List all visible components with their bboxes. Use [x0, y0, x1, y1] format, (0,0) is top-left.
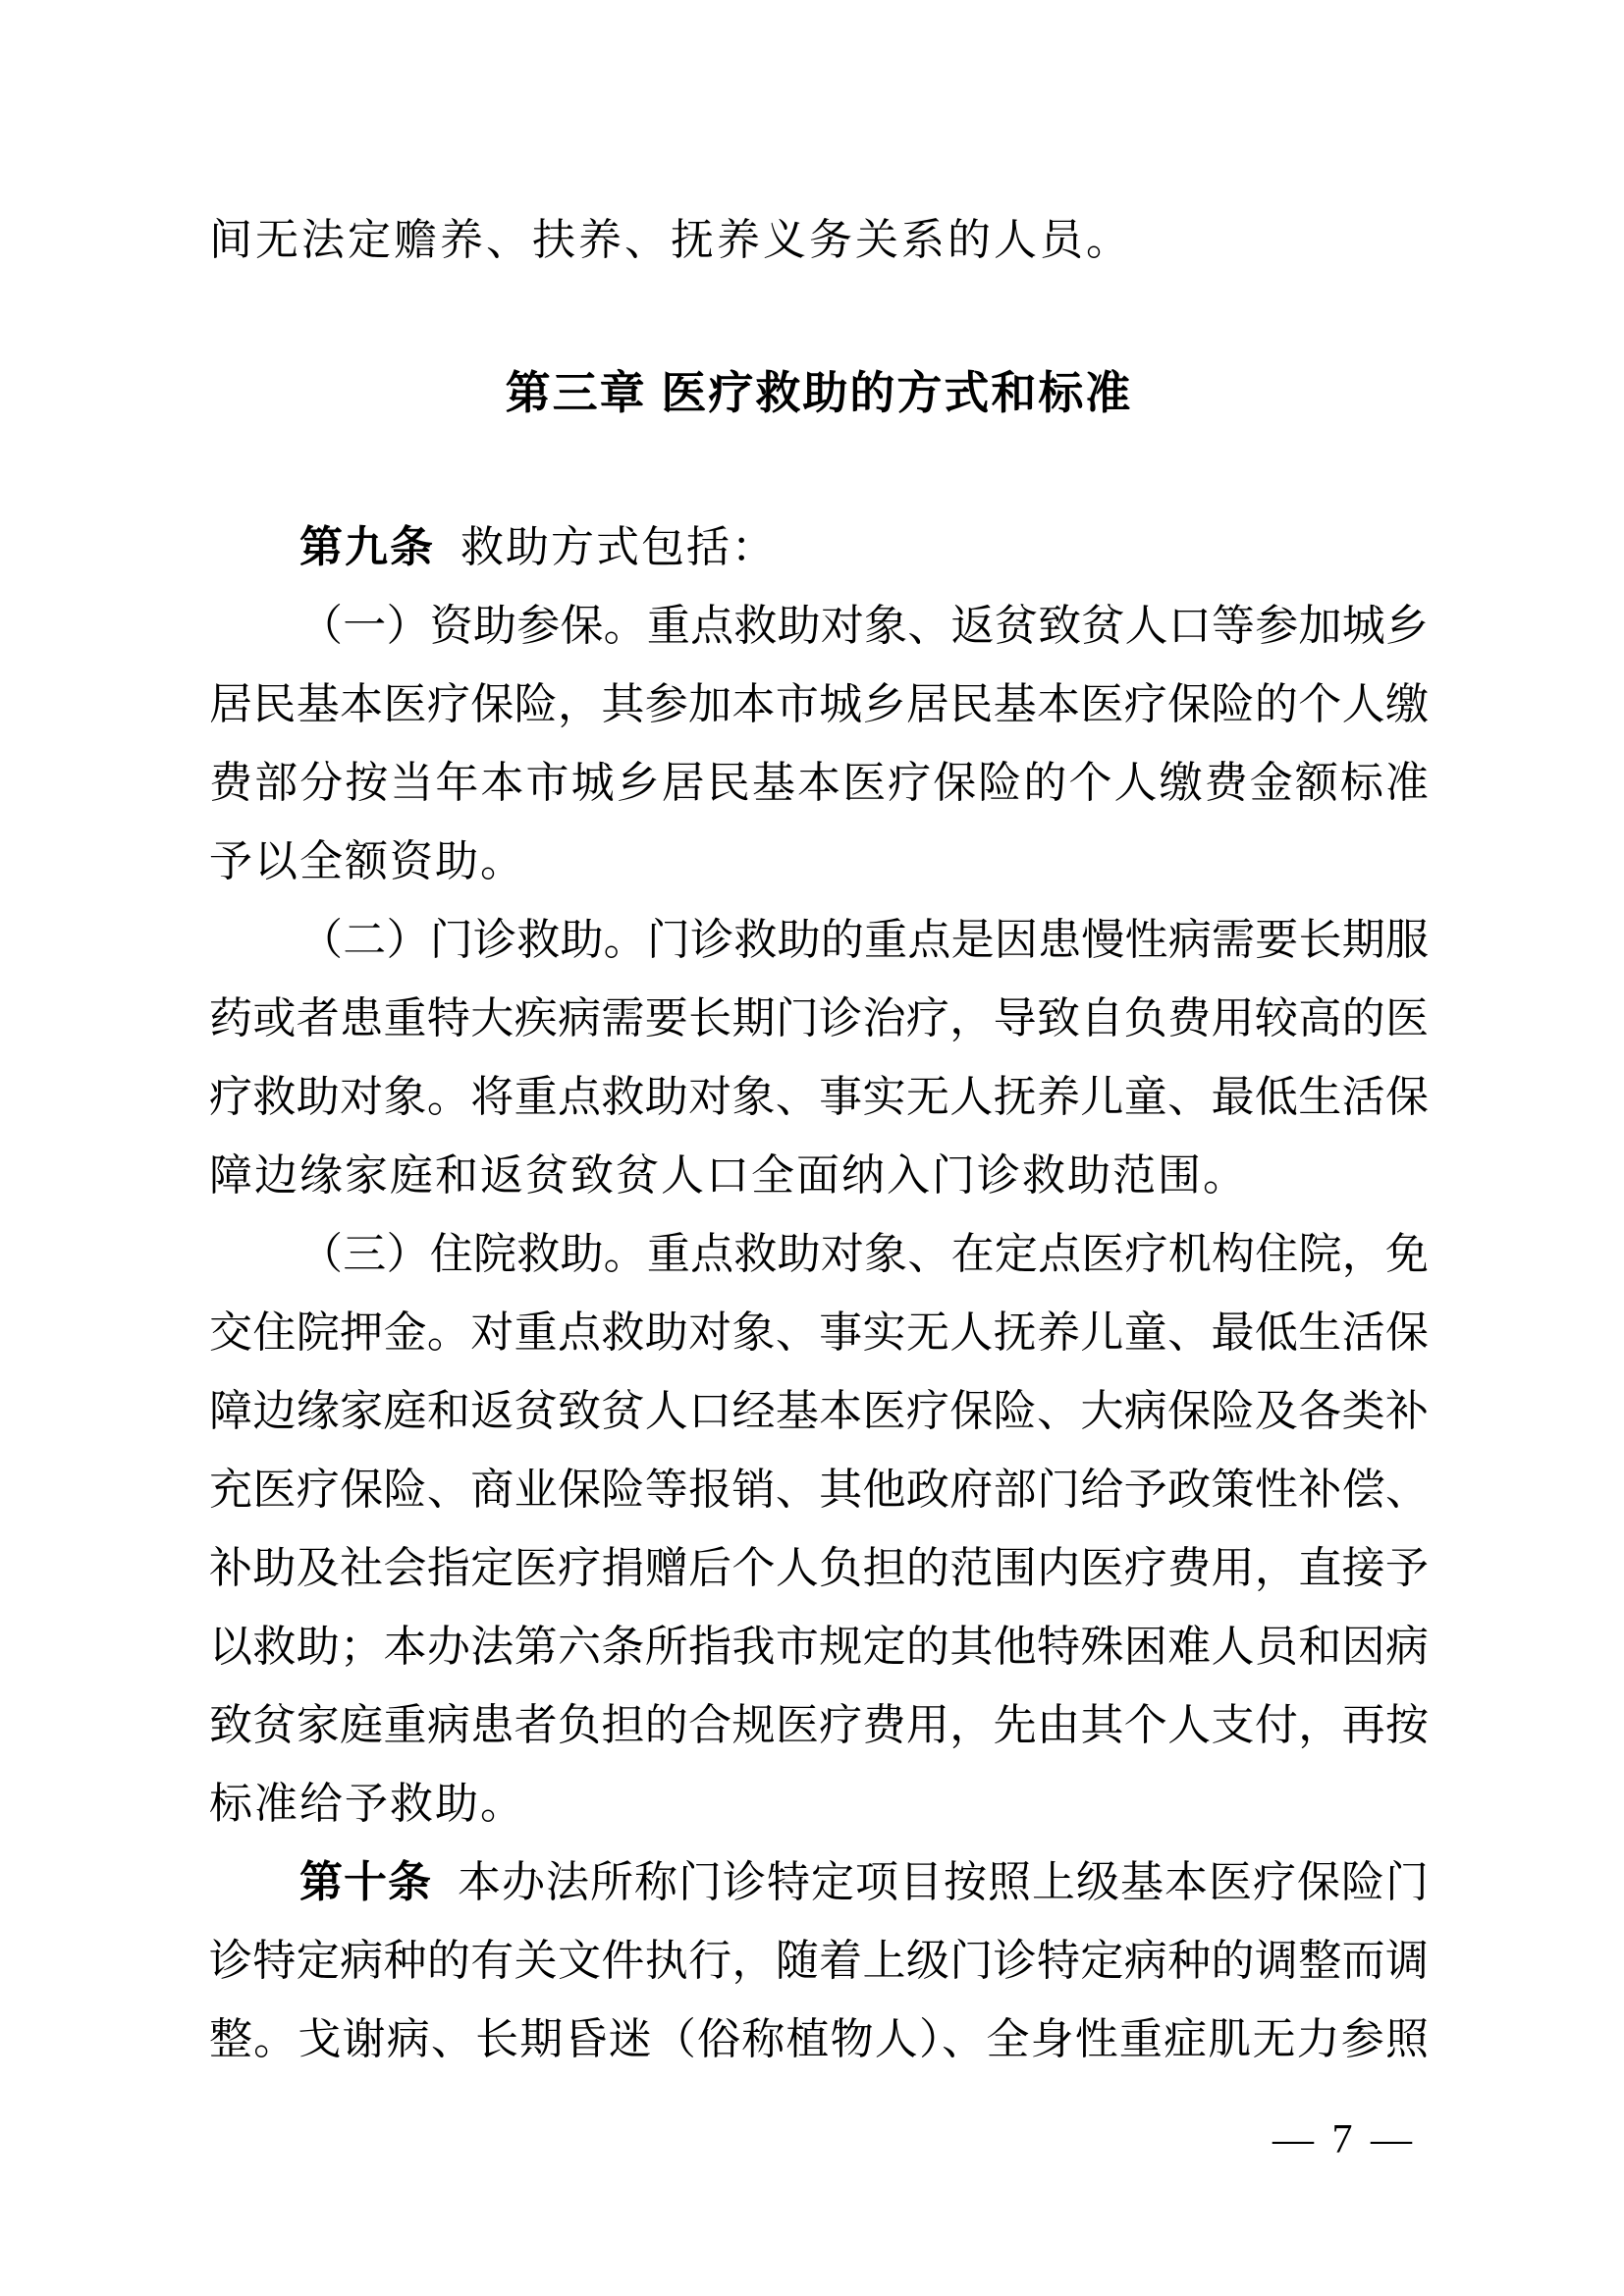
text-line [209, 666, 1429, 744]
text-line [209, 1451, 1429, 1529]
line-text: 疗救助对象。将重点救助对象、事实无人抚养儿童、最低生活保 [209, 1073, 1429, 1121]
line-text: 救助方式包括： [460, 523, 777, 571]
chapter-heading: 第三章 医疗救助的方式和标准 [505, 367, 1133, 418]
page-number: — 7 — [1272, 2117, 1416, 2163]
article-number: 第九条 [299, 523, 435, 571]
text-line [209, 823, 1429, 901]
line-text: 标准给予救助。 [209, 1780, 525, 1828]
line-text: 障边缘家庭和返贫致贫人口全面纳入门诊救助范围。 [209, 1151, 1248, 1200]
article-lead-line [209, 508, 1429, 587]
text-line [209, 901, 1429, 980]
line-text: 充医疗保险、商业保险等报销、其他政府部门给予政策性补偿、 [209, 1466, 1429, 1514]
document-body [209, 508, 1429, 2079]
line-text: 补助及社会指定医疗捐赠后个人负担的范围内医疗费用，直接予 [209, 1544, 1429, 1592]
article-number: 第十条 [299, 1858, 432, 1906]
text-line [209, 1608, 1429, 1686]
line-text: （三）住院救助。重点救助对象、在定点医疗机构住院，免 [299, 1230, 1429, 1278]
line-text: 居民基本医疗保险，其参加本市城乡居民基本医疗保险的个人缴 [209, 680, 1429, 728]
text-line [209, 1137, 1429, 1215]
text-line [209, 1058, 1429, 1137]
line-text: （一）资助参保。重点救助对象、返贫致贫人口等参加城乡 [299, 602, 1429, 650]
line-text: 致贫家庭重病患者负担的合规医疗费用，先由其个人支付，再按 [209, 1701, 1429, 1749]
line-text: 药或者患重特大疾病需要长期门诊治疗，导致自负费用较高的医 [209, 994, 1429, 1042]
text-line [209, 1372, 1429, 1451]
line-text: （二）门诊救助。门诊救助的重点是因患慢性病需要长期服 [299, 916, 1429, 964]
text-line [209, 587, 1429, 666]
line-text: 整。戈谢病、长期昏迷（俗称植物人）、全身性重症肌无力参照 [209, 2015, 1429, 2063]
line-text: 障边缘家庭和返贫致贫人口经基本医疗保险、大病保险及各类补 [209, 1387, 1429, 1435]
line-text: 费部分按当年本市城乡居民基本医疗保险的个人缴费金额标准 [209, 759, 1429, 807]
line-text: 本办法所称门诊特定项目按照上级基本医疗保险门 [458, 1858, 1429, 1906]
line-text: 诊特定病种的有关文件执行，随着上级门诊特定病种的调整而调 [209, 1937, 1429, 1985]
article-lead-line [209, 1843, 1429, 1922]
text-line [209, 980, 1429, 1058]
text-line [209, 2001, 1429, 2079]
text-line [209, 1686, 1429, 1765]
line-text: 予以全额资助。 [209, 837, 525, 885]
carryover-text-line: 间无法定赡养、扶养、抚养义务关系的人员。 [209, 216, 1132, 264]
text-line [209, 744, 1429, 823]
text-line [209, 1215, 1429, 1294]
line-text: 交住院押金。对重点救助对象、事实无人抚养儿童、最低生活保 [209, 1308, 1429, 1357]
text-line [209, 1529, 1429, 1608]
text-line [209, 1294, 1429, 1372]
line-text: 以救助；本办法第六条所指我市规定的其他特殊困难人员和因病 [209, 1623, 1429, 1671]
text-line [209, 1922, 1429, 2001]
text-line [209, 1765, 1429, 1843]
